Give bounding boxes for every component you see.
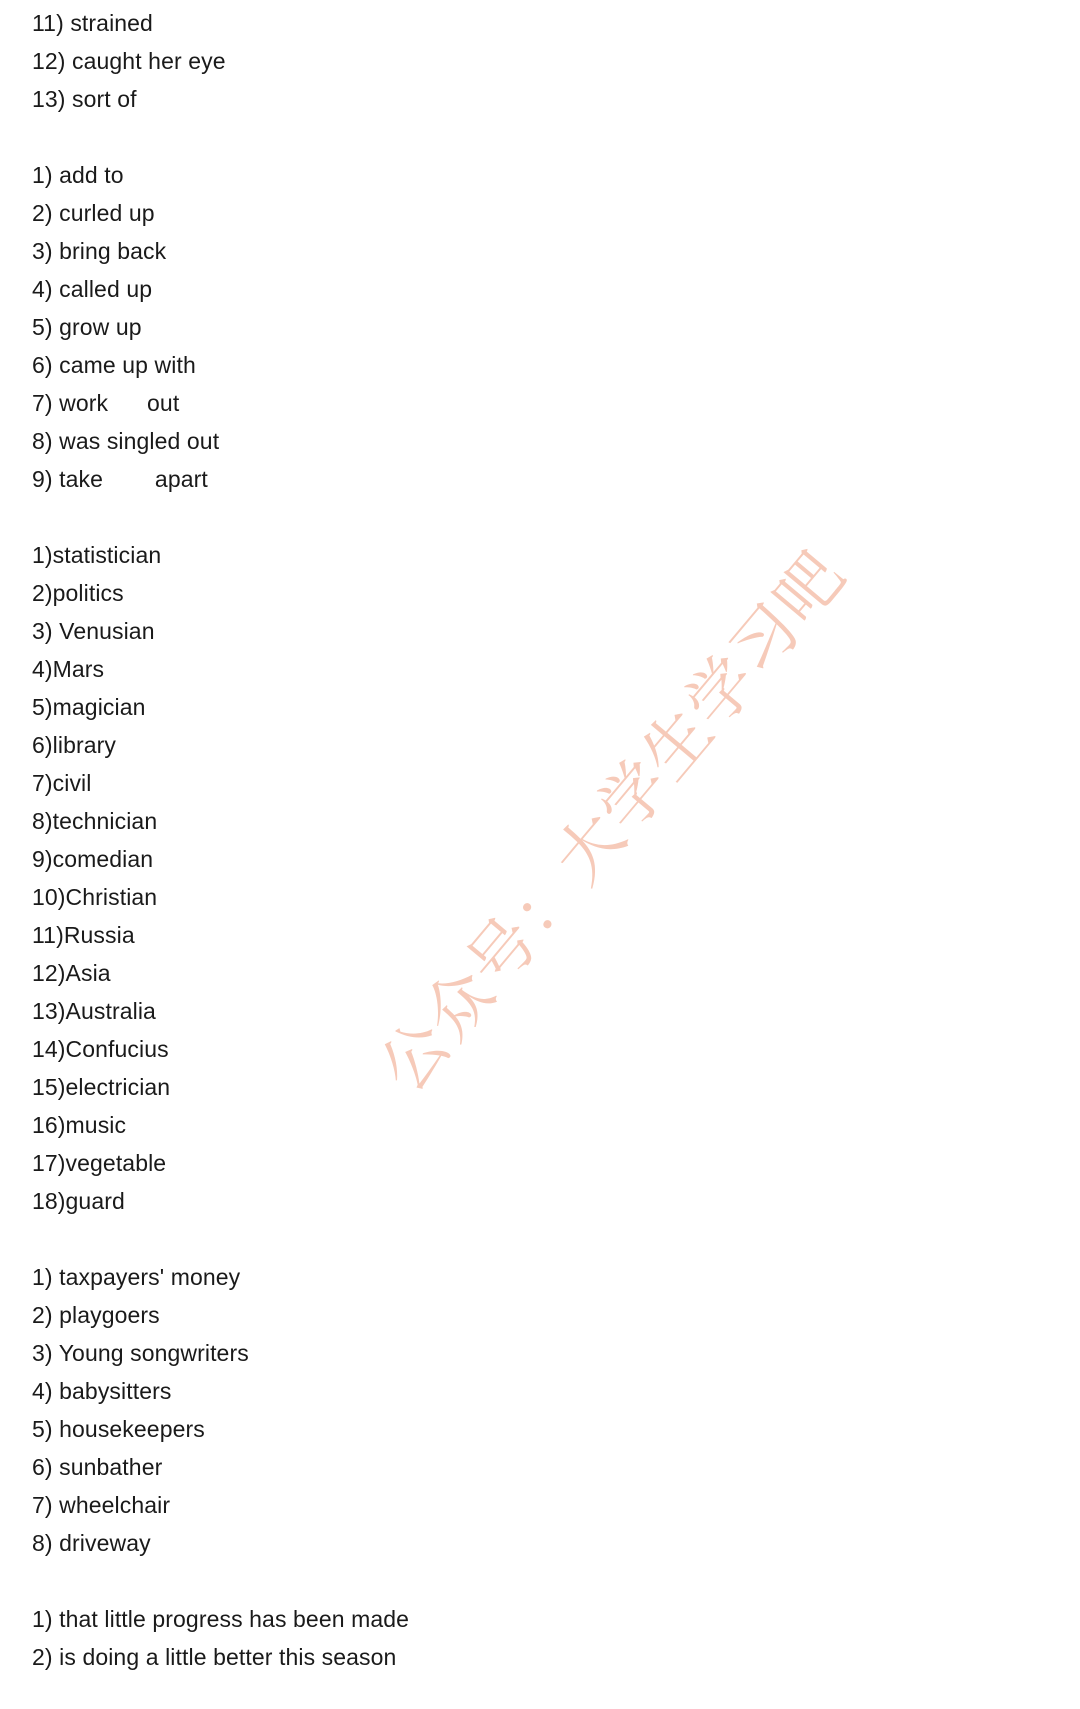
answer-line: 4) called up	[32, 276, 153, 302]
answer-line: 7)civil	[32, 770, 92, 796]
answer-line: 17)vegetable	[32, 1150, 167, 1176]
answer-line: 14)Confucius	[32, 1036, 169, 1062]
answer-line: 7) wheelchair	[32, 1492, 171, 1518]
answer-line: 8) driveway	[32, 1530, 151, 1556]
answer-line: 11)Russia	[32, 922, 135, 948]
answer-group	[32, 4, 732, 118]
answer-line: 8) was singled out	[32, 428, 220, 454]
answer-line: 8)technician	[32, 808, 158, 834]
answer-group	[32, 1600, 732, 1676]
answer-group	[32, 156, 732, 498]
answer-line: 3) Young songwriters	[32, 1340, 249, 1366]
answer-line: 5) housekeepers	[32, 1416, 205, 1442]
answer-line: 4) babysitters	[32, 1378, 172, 1404]
answer-line: 2) curled up	[32, 200, 155, 226]
answer-line: 4)Mars	[32, 656, 105, 682]
answer-group	[32, 1258, 732, 1562]
answer-line: 10)Christian	[32, 884, 158, 910]
answer-key	[32, 4, 732, 1676]
answer-line: 1) add to	[32, 162, 124, 188]
answer-line: 12) caught her eye	[32, 48, 226, 74]
answer-line: 7) work out	[32, 390, 180, 416]
watermark: 公众号：大学生学习吧	[364, 536, 861, 1107]
answer-line: 2)politics	[32, 580, 124, 606]
answer-line: 6) sunbather	[32, 1454, 163, 1480]
answer-line: 13)Australia	[32, 998, 156, 1024]
answer-line: 15)electrician	[32, 1074, 171, 1100]
answer-line: 5)magician	[32, 694, 146, 720]
answer-line: 5) grow up	[32, 314, 142, 340]
answer-line: 16)music	[32, 1112, 127, 1138]
answer-line: 3) Venusian	[32, 618, 155, 644]
answer-line: 6)library	[32, 732, 116, 758]
answer-line: 12)Asia	[32, 960, 111, 986]
answer-line: 2) playgoers	[32, 1302, 160, 1328]
answer-line: 18)guard	[32, 1188, 125, 1214]
answer-group	[32, 536, 732, 1220]
answer-line: 9) take apart	[32, 466, 208, 492]
answer-line: 9)comedian	[32, 846, 154, 872]
answer-line: 11) strained	[32, 10, 153, 36]
answer-line: 2) is doing a little better this season	[32, 1644, 397, 1670]
answer-line: 6) came up with	[32, 352, 196, 378]
answer-line: 3) bring back	[32, 238, 167, 264]
answer-line: 1) that little progress has been made	[32, 1606, 410, 1632]
answer-line: 1) taxpayers' money	[32, 1264, 241, 1290]
answer-line: 1)statistician	[32, 542, 162, 568]
answer-line: 13) sort of	[32, 86, 137, 112]
